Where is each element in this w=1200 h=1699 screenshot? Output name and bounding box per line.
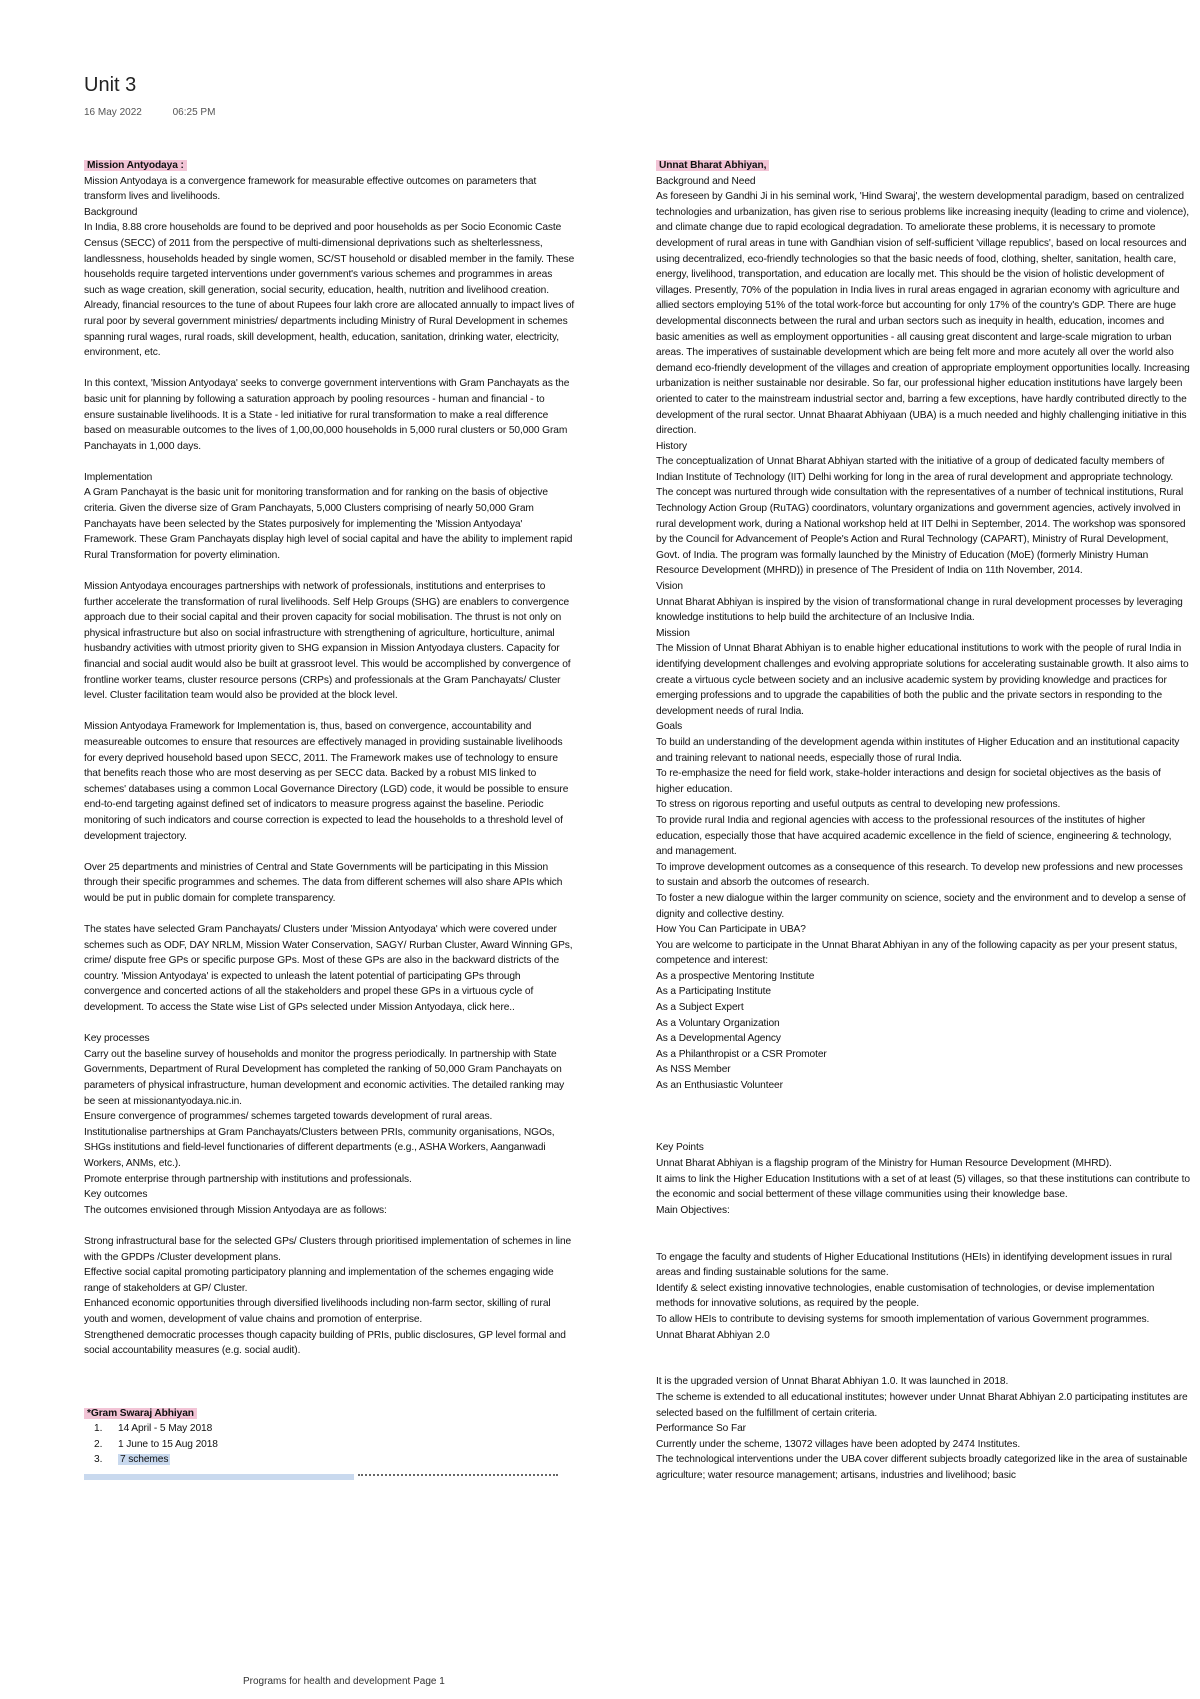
list-number: 2.	[94, 1438, 103, 1450]
paragraph: To re-emphasize the need for field work, stake-holder interactions and design for societal objectives as the basis of higher education.	[656, 768, 1161, 795]
paragraph: Identify & select existing innovative technologies, enable customisation of technologies, or devise implementation methods for innovative solutions, as required by the people.	[656, 1282, 1155, 1310]
paragraph: It aims to link the Higher Education Institutions with a set of at least (5) villages, so that these institutions can contribute to the economic and social betterment of these village communities using their knowledge base.	[656, 1173, 1190, 1201]
paragraph: Goals	[656, 721, 683, 733]
blank-line	[84, 907, 576, 923]
paragraph: Key outcomes	[84, 1189, 148, 1201]
paragraph: As a Voluntary Organization	[656, 1017, 780, 1029]
paragraph: To engage the faculty and students of Higher Educational Institutions (HEIs) in identifying development issues in rural areas and finding sustainable solutions for the same.	[656, 1251, 1172, 1279]
paragraph: Effective social capital promoting participatory planning and implementation of the schemes engaging wide range of stakeholders at GP/ Cluster.	[84, 1267, 554, 1294]
blank-line	[656, 1343, 1190, 1359]
blank-line	[84, 454, 576, 470]
left-column	[84, 158, 576, 1484]
paragraph: To provide rural India and regional agencies with access to the professional resources of the institutes of higher education, especially those that have acquired academic excellence in the field of science, engineering & technology, and management.	[656, 814, 1172, 858]
paragraph: How You Can Participate in UBA?	[656, 924, 806, 936]
paragraph: Performance So Far	[656, 1423, 746, 1435]
list-text: 14 April - 5 May 2018	[118, 1423, 213, 1435]
paragraph: To foster a new dialogue within the larger community on science, society and the environment and to develop a sense of dignity and collective destiny.	[656, 892, 1186, 920]
paragraph: Strengthened democratic processes though capacity building of PRIs, public disclosures, GP level formal and social accountability measures (e.g. social audit).	[84, 1329, 566, 1357]
list-number: 3.	[94, 1454, 103, 1466]
blank-line	[656, 1359, 1190, 1375]
list-item	[84, 1452, 576, 1468]
list-item	[84, 1437, 576, 1453]
right-paragraphs	[656, 174, 1190, 1484]
paragraph: Unnat Bharat Abhiyan is inspired by the vision of transformational change in rural development processes by leveraging knowledge institutions to help build the architecture of an Inclusive India.	[656, 596, 1183, 624]
paragraph: The technological interventions under the UBA cover different subjects broadly categorized like in the area of sustainable agriculture; water resource management; artisans, industries and livelihood; basic	[656, 1454, 1188, 1481]
page-title: Unit 3	[84, 74, 137, 96]
paragraph: Over 25 departments and ministries of Central and State Governments will be participating in this Mission through their specific programmes and schemes. The data from different schemes will also share APIs which would be put in public domain for complete transparency.	[84, 861, 563, 904]
paragraph: To allow HEIs to contribute to devising systems for smooth implementation of various Government programmes.	[656, 1313, 1150, 1325]
list-number: 1.	[94, 1423, 103, 1435]
blank-line	[656, 1218, 1190, 1234]
paragraph: As a Participating Institute	[656, 986, 771, 998]
paragraph: It is the upgraded version of Unnat Bharat Abhiyan 1.0. It was launched in 2018.	[656, 1376, 1009, 1388]
blank-line	[656, 1094, 1190, 1110]
paragraph: Mission Antyodaya Framework for Implementation is, thus, based on convergence, accountability and measureable outcomes to ensure that resources are effectively managed in providing sustainable livelihoods for every deprived household based upon SECC, 2011. The Framework makes use of technology to ensure that benefits reach those who are most deserving as per SECC data. Backed by a robust MIS linked to schemes' databases using a common Local Governance Directory (LGD) code, it would be possible to ensure end-to-end targeting against defined set of indicators to measure progress against the baseline. Periodic monitoring of such indicators and course correction is expected to lead the households to a threshold level of development trajectory.	[84, 721, 569, 842]
paragraph: The states have selected Gram Panchayats/ Clusters under 'Mission Antyodaya' which were covered under schemes such as ODF, DAY NRLM, Mission Water Conservation, SAGY/ Rurban Cluster, Award Winning GPs, crime/ dispute free GPs or specific purpose GPs. Most of these GPs are also in the backward districts of the country. 'Mission Antyodaya' is expected to unleash the latent potential of participating GPs through convergence and concerted actions of all the stakeholders and propel these GPs in a virtuous cycle of development. To access the State wise List of GPs selected under Mission Antyodaya, click here..	[84, 924, 573, 1014]
paragraph: The scheme is extended to all educational institutes; however under Unnat Bharat Abhiyan 2.0 participating institutes are selected based on the fulfillment of certain criteria.	[656, 1391, 1188, 1419]
paragraph: Unnat Bharat Abhiyan 2.0	[656, 1329, 770, 1341]
left-paragraphs	[84, 174, 576, 1359]
gram-swaraj-heading: *Gram Swaraj Abhiyan	[84, 1408, 197, 1419]
gram-swaraj-list	[84, 1421, 576, 1468]
paragraph: As NSS Member	[656, 1064, 731, 1076]
paragraph: The outcomes envisioned through Mission Antyodaya are as follows:	[84, 1204, 387, 1216]
paragraph: Institutionalise partnerships at Gram Panchayats/Clusters between PRIs, community organisations, NGOs, SHGs institutions and field-level functionaries of different departments (e.g., ASHA Workers, Aanganwadi Workers, ANMs, etc.).	[84, 1126, 555, 1169]
right-column	[656, 158, 1190, 1483]
paragraph: Unnat Bharat Abhiyan is a flagship program of the Ministry for Human Resource Development (MHRD).	[656, 1158, 1112, 1169]
paragraph: Key processes	[84, 1033, 150, 1045]
paragraph: To improve development outcomes as a consequence of this research. To develop new professions and new processes to sustain and absorb the outcomes of research.	[656, 861, 1183, 889]
paragraph: To stress on rigorous reporting and useful outputs as central to developing new professions.	[656, 799, 1061, 811]
paragraph: Ensure convergence of programmes/ schemes targeted towards development of rural areas.	[84, 1111, 493, 1123]
unnat-bharat-heading: Unnat Bharat Abhiyan,	[656, 160, 769, 171]
paragraph: Key Points	[656, 1142, 704, 1154]
clipped-line	[84, 1474, 576, 1484]
paragraph: As a Philanthropist or a CSR Promoter	[656, 1048, 827, 1060]
paragraph: In this context, 'Mission Antyodaya' seeks to converge government interventions with Gram Panchayats as the basic unit for planning by following a saturation approach by pooling resources - human and financial - to ensure sustainable livelihoods. It is a State - led initiative for rural transformation to make a real difference based on measurable outcomes to the lives of 1,00,00,000 households in 5,000 rural clusters or 50,000 Gram Panchayats in 1,000 days.	[84, 378, 570, 452]
paragraph: The conceptualization of Unnat Bharat Abhiyan started with the initiative of a group of dedicated faculty members of Indian Institute of Technology (IIT) Delhi working for long in the area of rural development and appropriate technology. The concept was nurtured through wide consultation with the representatives of a number of technical institutions, Rural Technology Action Group (RuTAG) coordinators, voluntary organizations and government agencies, actively involved in rural development work, during a National workshop held at IIT Delhi in September, 2014. The workshop was sponsored by the Council for Advancement of People's Action and Rural Technology (CAPART), Ministry of Rural Development, Govt. of India. The program was formally launched by the Ministry of Education (MoE) (formerly Ministry Human Resource Development (MHRD)) in presence of The President of India on 11th November, 2014.	[656, 456, 1186, 577]
blank-line	[84, 1016, 576, 1032]
paragraph: As a prospective Mentoring Institute	[656, 970, 815, 982]
list-item	[84, 1421, 576, 1437]
paragraph: In India, 8.88 crore households are found to be deprived and poor households as per Socio Economic Caste Census (SECC) of 2011 from the perspective of multi-dimensional deprivations such as shelterlessness, landlessness, households headed by single women, SC/ST household or disabled member in the family. These households require targeted interventions under government's various schemes and programmes in areas such as wage creation, skill generation, social security, education, health, nutrition and livelihood creation. Already, financial resources to the tune of about Rupees four lakh crore are allocated annually to impact lives of rural poor by several government ministries/ departments including Ministry of Rural Development in schemes spanning rural wages, rural roads, skill development, health, education, sanitation, drinking water, electricity, environment, etc.	[84, 222, 575, 359]
paragraph: Mission Antyodaya is a convergence framework for measurable effective outcomes on parameters that transform lives and livelihoods.	[84, 175, 537, 203]
page-date: 16 May 2022	[84, 107, 142, 118]
paragraph: As a Subject Expert	[656, 1002, 744, 1014]
list-text: 1 June to 15 Aug 2018	[118, 1438, 218, 1450]
paragraph: Promote enterprise through partnership with institutions and professionals.	[84, 1173, 412, 1185]
blank-line	[84, 563, 576, 579]
blank-line	[84, 704, 576, 720]
paragraph: Main Objectives:	[656, 1204, 730, 1216]
paragraph: To build an understanding of the development agenda within institutes of Higher Education and an institutional capacity and training relevant to national needs, especially those of rural India.	[656, 736, 1180, 764]
paragraph: Background	[84, 206, 138, 218]
paragraph: You are welcome to participate in the Unnat Bharat Abhiyan in any of the following capacity as per your present status, competence and interest:	[656, 939, 1178, 967]
blank-line	[84, 844, 576, 860]
paragraph: The Mission of Unnat Bharat Abhiyan is to enable higher educational institutions to work with the people of rural India in identifying development challenges and evolving appropriate solutions for accelerating sustainable growth. It also aims to create a virtuous cycle between society and an inclusive academic system by providing knowledge and practices for emerging professions and to upgrade the capabilities of both the public and the private sectors in responding to the development needs of rural India.	[656, 643, 1189, 717]
page-footer: Programs for health and development Page 1	[243, 1676, 445, 1687]
paragraph: As foreseen by Gandhi Ji in his seminal work, 'Hind Swaraj', the western developmental paradigm, based on centralized technologies and urbanization, has given rise to serious problems like increasing inequity (leading to crime and violence), and climate change due to rapid ecological degradation. To ameliorate these problems, it is necessary to promote development of rural areas in tune with Gandhian vision of self-sufficient 'village republics', based on local resources and using decentralized, eco-friendly technologies so that the basic needs of food, clothing, shelter, sanitation, health care, energy, livelihood, transportation, and education are locally met. This should be the vision of holistic development of villages. Presently, 70% of the population in India lives in rural areas engaged in agrarian economy with agriculture and allied sectors employing 51% of the total work-force but accounting for only 17% of the country's GDP. There are huge developmental disconnects between the rural and urban sectors such as inequity in health, education, incomes and basic amenities as well as employment opportunities - all causing great discontent and large-scale migration to urban areas. The imperatives of sustainable development which are being felt more and more acutely all over the world also demand eco-friendly development of the villages and creation of appropriate employment opportunities locally. Increasing urbanization is neither sustainable nor desirable. So far, our professional higher education institutions have largely been oriented to cater to the mainstream industrial sector and, barring a few exceptions, have hardly contributed directly to the development of the rural sector. Unnat Bhaarat Abhiyaan (UBA) is a much needed and highly challenging initiative in this direction.	[656, 191, 1190, 437]
paragraph: Currently under the scheme, 13072 villages have been adopted by 2474 Institutes.	[656, 1438, 1021, 1450]
paragraph: Vision	[656, 581, 683, 593]
paragraph: As a Developmental Agency	[656, 1033, 781, 1045]
list-text: 7 schemes	[120, 1454, 169, 1466]
paragraph: Mission Antyodaya encourages partnerships with network of professionals, institutions and enterprises to further accelerate the transformation of rural livelihoods. Self Help Groups (SHG) are enablers to convergence approach due to their social capital and their proven capacity for social mobilisation. The thrust is not only on physical infrastructure but also on social infrastructure with strengthening of agriculture, horticulture, animal husbandry activities with utmost priority given to SHG expansion in Mission Antyodaya clusters. Capacity for financial and social audit would also be built at grassroot level. This would be accomplished by convergence of frontline worker teams, cluster resource persons (CRPs) and professionals at the Gram Panchayats/ Cluster level. Cluster facilitation team would also be provided at the block level.	[84, 581, 571, 702]
paragraph: History	[656, 440, 687, 452]
paragraph: Carry out the baseline survey of households and monitor the progress periodically. In partnership with State Governments, Department of Rural Development has completed the ranking of 50,000 Gram Panchayats on parameters of physical infrastructure, human development and economic activities. The detailed ranking may be seen at missionantyodaya.nic.in.	[84, 1048, 565, 1107]
blank-line	[656, 1125, 1190, 1141]
blank-line	[656, 1234, 1190, 1250]
paragraph: Background and Need	[656, 175, 756, 187]
paragraph: As an Enthusiastic Volunteer	[656, 1080, 783, 1092]
blank-line	[656, 1109, 1190, 1125]
paragraph: Mission	[656, 627, 690, 639]
blank-line	[84, 1218, 576, 1234]
paragraph: Strong infrastructural base for the selected GPs/ Clusters through prioritised implementation of schemes in line with the GPDPs /Cluster development plans.	[84, 1235, 572, 1263]
mission-antyodaya-heading: Mission Antyodaya :	[84, 160, 187, 171]
blank-line	[84, 361, 576, 377]
page-meta	[84, 107, 215, 118]
page-time: 06:25 PM	[172, 107, 216, 118]
paragraph: Implementation	[84, 471, 153, 483]
paragraph: Enhanced economic opportunities through diversified livelihoods including non-farm sector, skilling of rural youth and women, development of value chains and promotion of enterprise.	[84, 1298, 551, 1325]
paragraph: A Gram Panchayat is the basic unit for monitoring transformation and for ranking on the basis of objective criteria. Given the diverse size of Gram Panchayats, 5,000 Clusters comprising of nearly 50,000 Gram Panchayats have been selected by the States purposively for implementing the 'Mission Antyodaya' Framework. These Gram Panchayats display high level of social capital and have the ability to implement rapid Rural Transformation for poverty elimination.	[84, 487, 573, 561]
